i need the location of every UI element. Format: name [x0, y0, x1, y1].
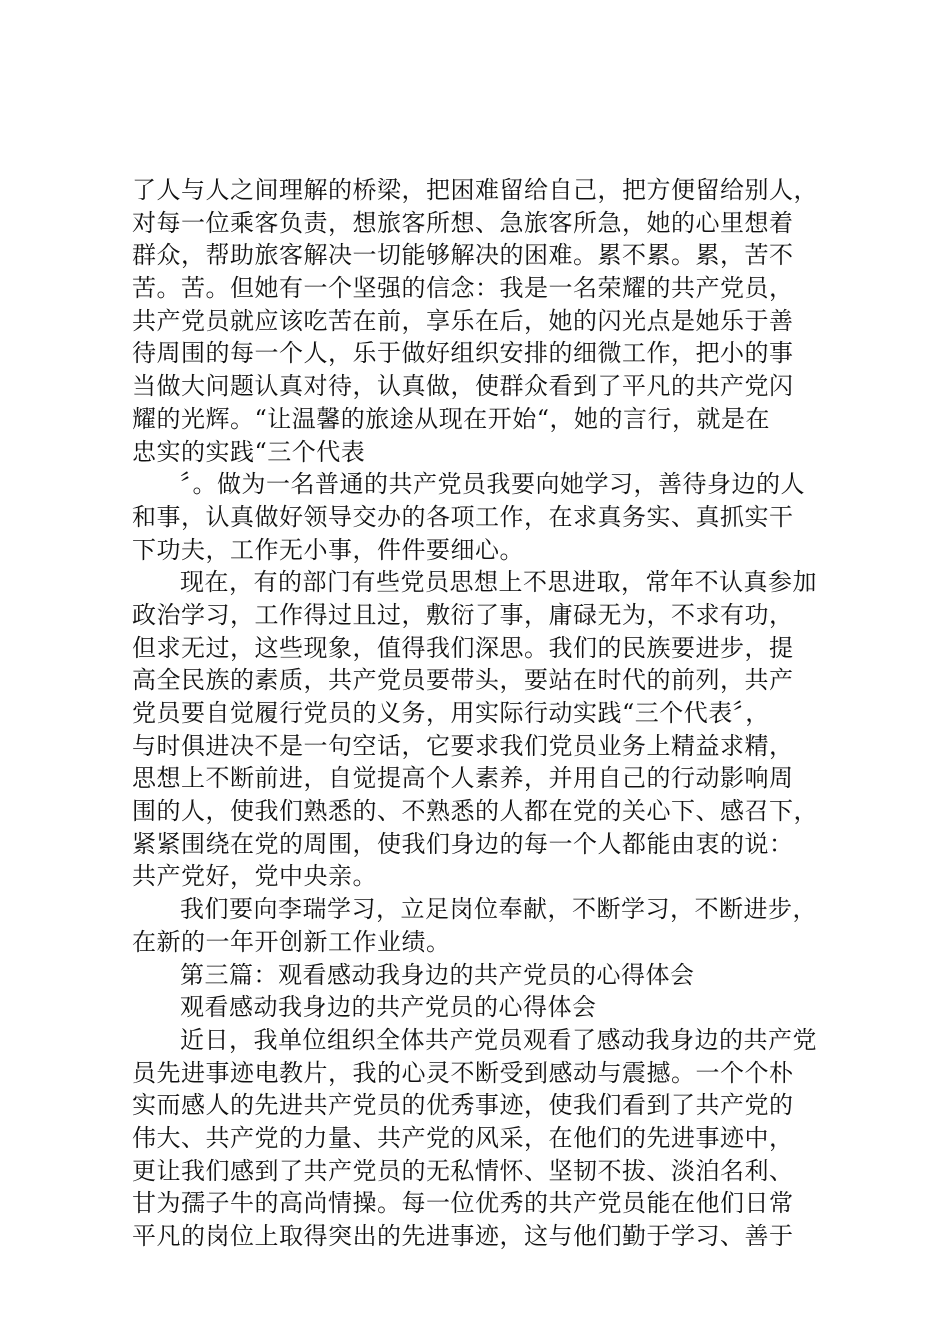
text-line: 群众，帮助旅客解决一切能够解决的困难。累不累。累，苦不 — [132, 241, 794, 270]
text-line: 甘为孺子牛的高尚情操。每一位优秀的共产党员能在他们日常 — [132, 1189, 794, 1218]
text-line: 高全民族的素质，共产党员要带头，要站在时代的前列，共产 — [132, 666, 794, 695]
text-line: 对每一位乘客负责，想旅客所想、急旅客所急，她的心里想着 — [132, 208, 794, 237]
text-line: 员先进事迹电教片，我的心灵不断受到感动与震撼。一个个朴 — [132, 1058, 794, 1087]
text-line: 了人与人之间理解的桥梁，把困难留给自己，把方便留给别人， — [132, 176, 818, 204]
text-line: 平凡的岗位上取得突出的先进事迹，这与他们勤于学习、善于 — [132, 1222, 794, 1250]
text-line: 政治学习，工作得过且过，敷衍了事，庸碌无为，不求有功， — [132, 600, 794, 629]
text-line: 但求无过，这些现象，值得我们深思。我们的民族要进步，提 — [132, 633, 794, 662]
text-line: 伟大、共产党的力量、共产党的风采，在他们的先进事迹中， — [132, 1123, 794, 1152]
text-line: 忠实的实践“三个代表 — [132, 437, 366, 466]
section-heading: 第三篇：观看感动我身边的共产党员的心得体会 — [180, 960, 695, 989]
paragraph-start-line: 现在，有的部门有些党员思想上不思进取，常年不认真参加 — [180, 568, 817, 597]
text-line: 更让我们感到了共产党员的无私情怀、坚韧不拔、淡泊名利、 — [132, 1156, 794, 1185]
text-line: 待周围的每一个人，乐于做好组织安排的细微工作，把小的事 — [132, 339, 794, 368]
text-line: 围的人，使我们熟悉的、不熟悉的人都在党的关心下、感召下， — [132, 797, 818, 826]
text-line: 实而感人的先进共产党员的优秀事迹，使我们看到了共产党的 — [132, 1091, 794, 1120]
text-line: 紧紧围绕在党的周围，使我们身边的每一个人都能由衷的说： — [132, 829, 794, 858]
text-line: 苦。苦。但她有一个坚强的信念：我是一名荣耀的共产党员， — [132, 274, 794, 303]
text-line: 在新的一年开创新工作业绩。 — [132, 927, 451, 956]
paragraph-start-line: 我们要向李瑞学习，立足岗位奉献，不断学习，不断进步， — [180, 895, 817, 924]
paragraph-start-line: 近日，我单位组织全体共产党员观看了感动我身边的共产党 — [180, 1025, 817, 1054]
text-line: 党员要自觉履行党员的义务，用实际行动实践“三个代表〞， — [132, 699, 770, 727]
text-line: 〞。做为一名普通的共产党员我要向她学习，善待身边的人 — [180, 470, 805, 499]
text-line: 当做大问题认真对待，认真做，使群众看到了平凡的共产党闪 — [132, 372, 794, 401]
body-text — [132, 174, 832, 1253]
article-title: 观看感动我身边的共产党员的心得体会 — [180, 993, 597, 1022]
text-line: 和事，认真做好领导交办的各项工作，在求真务实、真抓实干 — [132, 502, 794, 531]
text-line: 与时俱进决不是一句空话，它要求我们党员业务上精益求精， — [132, 731, 794, 760]
text-line: 思想上不断前进，自觉提高个人素养，并用自己的行动影响周 — [132, 764, 794, 793]
text-line: 共产党员就应该吃苦在前，享乐在后，她的闪光点是她乐于善 — [132, 306, 794, 335]
text-line: 耀的光辉。“让温馨的旅途从现在开始“，她的言行，就是在 — [132, 404, 771, 433]
text-line: 共产党好，党中央亲。 — [132, 862, 377, 891]
text-line: 下功夫，工作无小事，件件要细心。 — [132, 535, 524, 564]
